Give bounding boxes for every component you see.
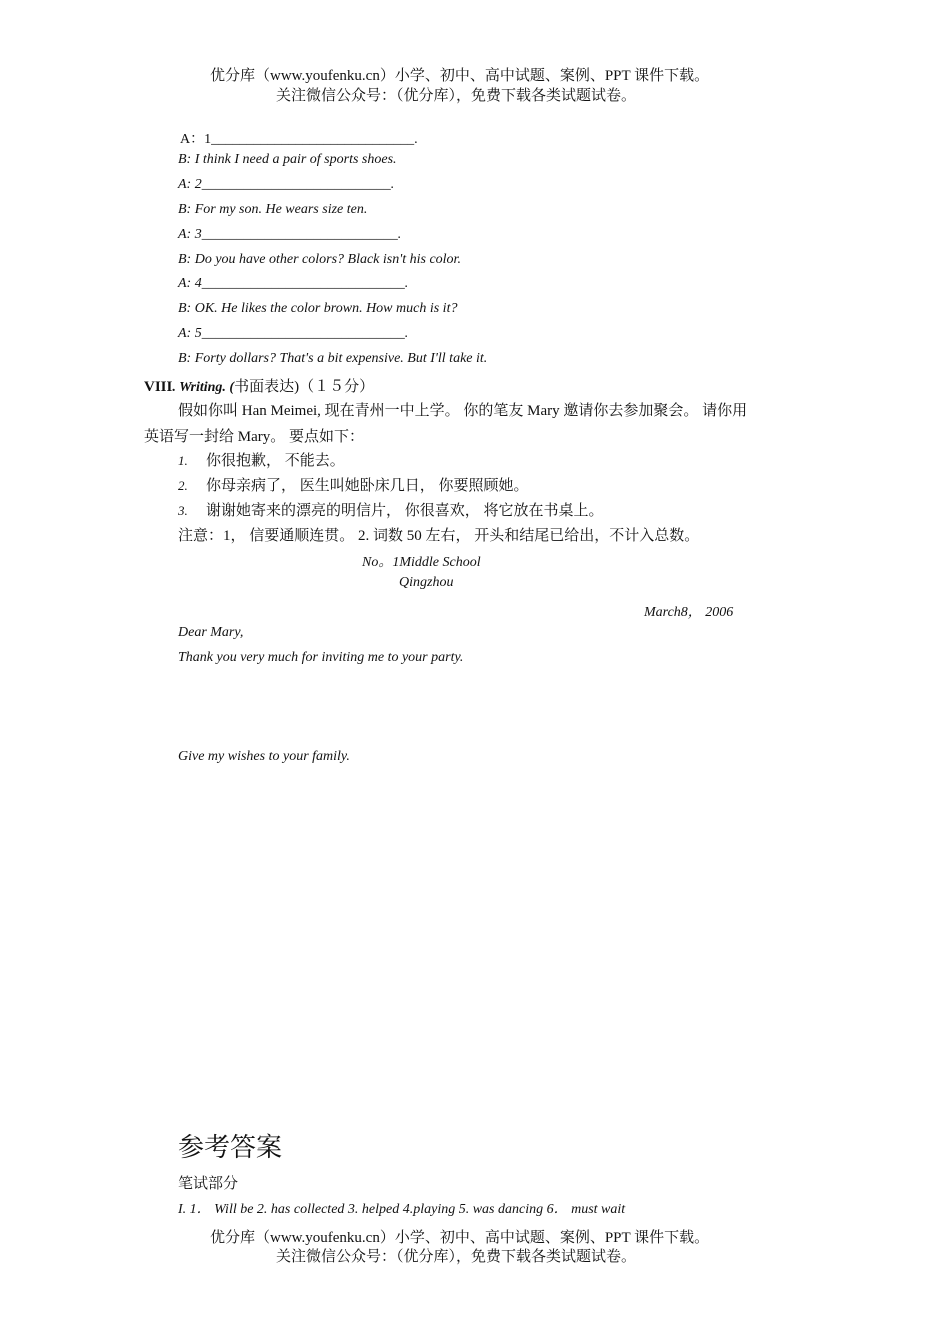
dialogue-line: B: Forty dollars? That's a bit expensive. But I'll take it.	[178, 351, 488, 366]
point-number: 2.	[178, 478, 188, 493]
answers-heading: 参考答案	[178, 1133, 283, 1162]
letter-address-line1: No。1Middle School	[362, 555, 481, 570]
writing-prompt-line1: 假如你叫 Han Meimei, 现在青州一中上学。 你的笔友 Mary 邀请你去参加聚会。 请你用	[178, 403, 748, 419]
writing-point	[178, 449, 345, 470]
site-footer-line2: 关注微信公众号：（优分库），免费下载各类试题试卷。	[276, 1249, 637, 1265]
site-header-line2: 关注微信公众号：（优分库），免费下载各类试题试卷。	[276, 88, 637, 104]
dialogue-line: B: I think I need a pair of sports shoes.	[178, 152, 397, 167]
writing-point	[178, 499, 604, 520]
section-numeral: VIII	[144, 379, 173, 395]
point-text: 你母亲病了， 医生叫她卧床几日， 你要照顾她。	[206, 478, 529, 494]
letter-address-line2: Qingzhou	[399, 575, 454, 590]
answers-section-label: 笔试部分	[178, 1176, 239, 1192]
dialogue-line: B: For my son. He wears size ten.	[178, 202, 368, 217]
answers-line: I. 1． Will be 2. has collected 3. helped 4.playing 5. was dancing 6． must wait	[178, 1202, 626, 1217]
point-text: 你很抱歉， 不能去。	[206, 453, 345, 469]
point-number: 3.	[178, 503, 188, 518]
letter-closing: Give my wishes to your family.	[178, 749, 350, 764]
dialogue-line: A: 5_____________________________.	[178, 326, 409, 341]
dialogue-line: A: 2___________________________.	[178, 177, 395, 192]
writing-prompt-line2: 英语写一封给 Mary。 要点如下：	[144, 429, 364, 445]
letter-opening: Thank you very much for inviting me to your party.	[178, 650, 464, 665]
writing-score: )（１５分）	[294, 379, 375, 395]
point-number: 1.	[178, 453, 188, 468]
point-text: 谢谢她寄来的漂亮的明信片， 你很喜欢， 将它放在书桌上。	[206, 503, 604, 519]
letter-salutation: Dear Mary,	[178, 625, 244, 640]
site-header-line1: 优分库（www.youfenku.cn）小学、初中、高中试题、案例、PPT 课件下载。	[210, 68, 710, 84]
letter-date: March8， 2006	[644, 605, 734, 620]
writing-heading	[144, 375, 374, 396]
dialogue-line: A: 3____________________________.	[178, 227, 402, 242]
writing-note: 注意：1， 信要通顺连贯。 2. 词数 50 左右， 开头和结尾已给出，不计入总数。	[178, 528, 700, 544]
dialogue-line: A：1_____________________________.	[180, 132, 418, 147]
site-footer-line1: 优分库（www.youfenku.cn）小学、初中、高中试题、案例、PPT 课件下载。	[210, 1230, 710, 1246]
dialogue-line: B: OK. He likes the color brown. How much is it?	[178, 301, 458, 316]
writing-point	[178, 474, 529, 495]
writing-title: . Writing. (	[172, 380, 235, 395]
dialogue-line: A: 4_____________________________.	[178, 276, 409, 291]
dialogue-line: B: Do you have other colors? Black isn't his color.	[178, 252, 461, 267]
writing-title-cn: 书面表达	[234, 379, 295, 395]
